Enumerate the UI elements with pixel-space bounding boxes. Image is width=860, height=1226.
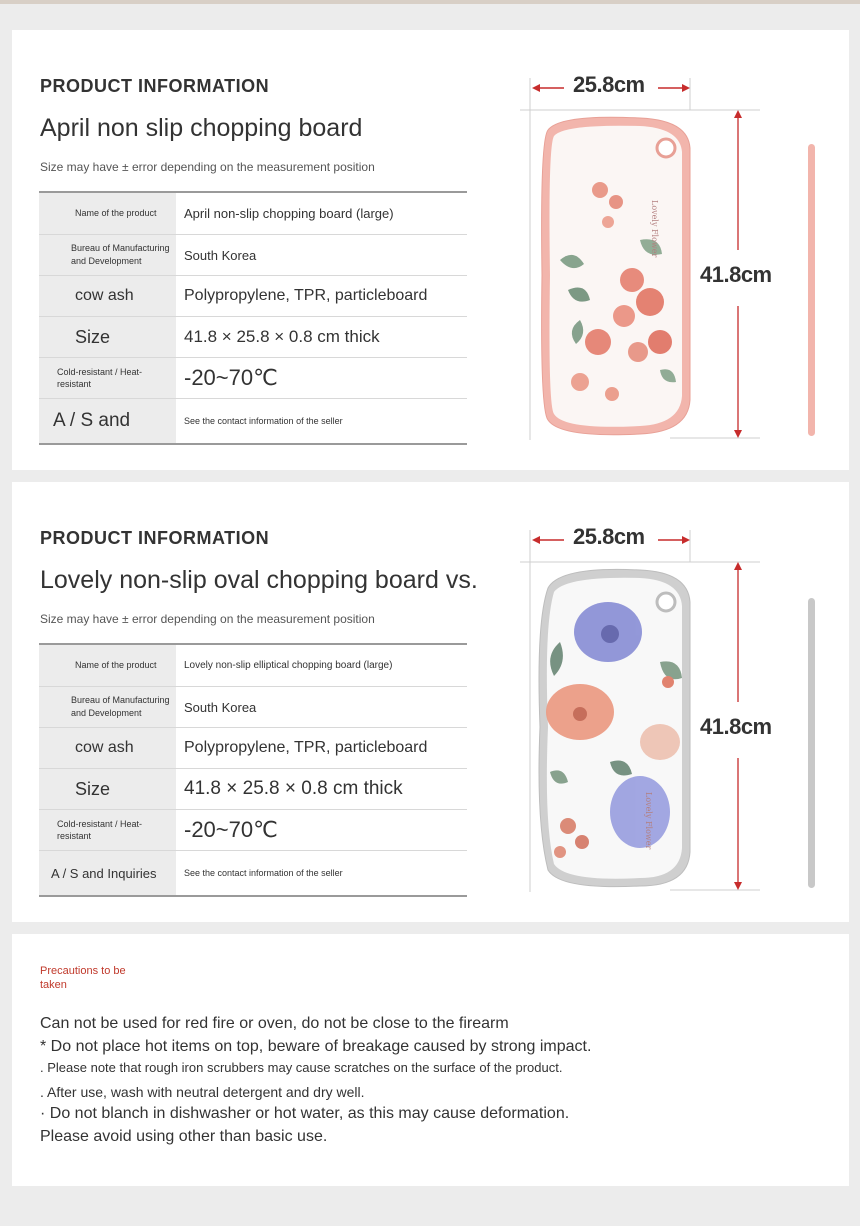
size-note: Size may have ± error depending on the measurement position xyxy=(40,612,375,626)
width-dimension: 25.8cm xyxy=(573,524,645,549)
precaution-item: · Do not blanch in dishwasher or hot water, as this may cause deformation. xyxy=(40,1105,570,1122)
precautions-panel xyxy=(12,934,849,1186)
spec-value: 41.8 × 25.8 × 0.8 cm thick xyxy=(184,778,403,799)
product-panel-lovely xyxy=(12,482,849,922)
spec-label: A / S and Inquiries xyxy=(39,851,176,895)
spec-label: cow ash xyxy=(39,276,176,316)
product-panel-april xyxy=(12,30,849,470)
spec-value: 41.8 × 25.8 × 0.8 cm thick xyxy=(184,327,380,346)
spec-value: See the contact information of the seller xyxy=(184,868,343,878)
size-note: Size may have ± error depending on the measurement position xyxy=(40,160,375,174)
spec-row-as xyxy=(39,399,467,443)
section-title: PRODUCT INFORMATION xyxy=(40,528,270,548)
spec-value: Polypropylene, TPR, particleboard xyxy=(184,739,428,756)
spec-row-origin xyxy=(39,687,467,728)
product-name: Lovely non-slip oval chopping board vs. xyxy=(40,566,478,594)
spec-label: Name of the product xyxy=(39,645,176,686)
precautions-list xyxy=(40,1012,591,1148)
board-dimension-diagram xyxy=(520,522,840,902)
spec-row-temperature xyxy=(39,358,467,399)
spec-value: April non-slip chopping board (large) xyxy=(184,206,394,221)
height-dimension: 41.8cm xyxy=(700,714,772,739)
spec-label: Size xyxy=(39,317,176,357)
spec-row-name xyxy=(39,193,467,235)
board-side-profile xyxy=(808,598,815,888)
width-dimension: 25.8cm xyxy=(573,72,645,97)
board-side-profile xyxy=(808,144,815,436)
spec-row-name xyxy=(39,645,467,687)
top-border xyxy=(0,0,860,4)
precautions-title: Precautions to be taken xyxy=(40,965,126,991)
spec-label: A / S and xyxy=(39,399,176,443)
spec-label: cow ash xyxy=(39,728,176,768)
spec-label: Size xyxy=(39,769,176,809)
spec-table xyxy=(39,191,467,445)
board-brand-text: Lovely Flower xyxy=(650,200,659,258)
precaution-item: * Do not place hot items on top, beware of breakage caused by strong impact. xyxy=(40,1038,592,1055)
spec-label: Bureau of Manufacturing and Development xyxy=(39,235,176,275)
spec-row-temperature xyxy=(39,810,467,851)
height-dimension: 41.8cm xyxy=(700,262,772,287)
precaution-item: . After use, wash with neutral detergent and dry well. xyxy=(40,1084,365,1100)
precaution-item: Can not be used for red fire or oven, do not be close to the firearm xyxy=(40,1015,509,1032)
spec-row-as xyxy=(39,851,467,895)
spec-label: Bureau of Manufacturing and Development xyxy=(39,687,176,727)
product-name: April non slip chopping board xyxy=(40,114,363,142)
spec-value: Polypropylene, TPR, particleboard xyxy=(184,287,428,304)
precaution-item: . Please note that rough iron scrubbers may cause scratches on the surface of the product. xyxy=(40,1060,563,1075)
board-figure xyxy=(520,522,840,902)
spec-value: South Korea xyxy=(184,699,257,715)
spec-row-material xyxy=(39,728,467,769)
precaution-item: Please avoid using other than basic use. xyxy=(40,1128,328,1145)
spec-label: Cold-resistant / Heat-resistant xyxy=(39,810,176,850)
spec-row-size xyxy=(39,769,467,810)
section-title: PRODUCT INFORMATION xyxy=(40,76,270,96)
spec-row-material xyxy=(39,276,467,317)
spec-value: -20~70℃ xyxy=(184,817,278,842)
board-dimension-diagram xyxy=(520,70,840,450)
spec-row-origin xyxy=(39,235,467,276)
spec-value: -20~70℃ xyxy=(184,365,278,390)
spec-row-size xyxy=(39,317,467,358)
spec-value: Lovely non-slip elliptical chopping board (large) xyxy=(184,660,393,671)
spec-label: Cold-resistant / Heat-resistant xyxy=(39,358,176,398)
spec-label: Name of the product xyxy=(39,193,176,234)
board-brand-text: Lovely Flower xyxy=(644,792,653,850)
spec-value: South Korea xyxy=(184,247,257,263)
board-figure xyxy=(520,70,840,450)
spec-table xyxy=(39,643,467,897)
spec-value: See the contact information of the seller xyxy=(184,416,343,426)
